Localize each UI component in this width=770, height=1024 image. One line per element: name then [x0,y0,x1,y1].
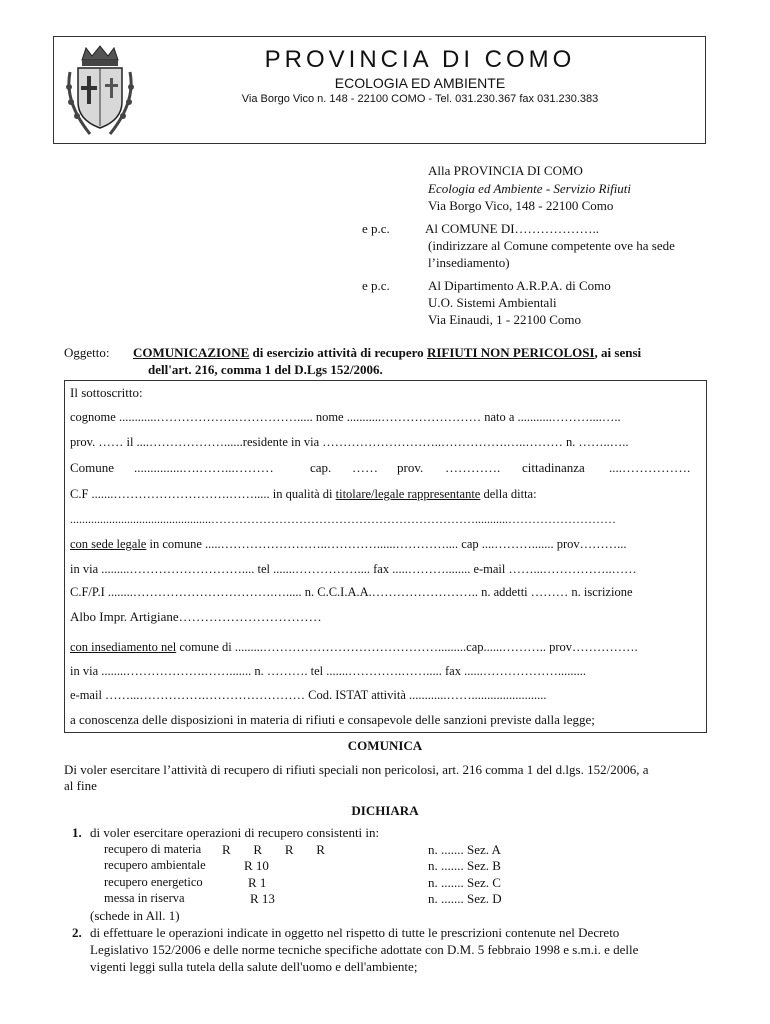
form-cittadinanza-field[interactable]: ....……………. [609,460,691,475]
declarant-form-box [64,380,707,733]
form-row-ditta-name[interactable]: ...............................................…………………………………………………………...........……………………… [70,512,616,526]
form-titolare: titolare/legale rappresentante [335,487,481,501]
dichiara-item2-line-1: di effettuare le operazioni indicate in oggetto nel rispetto di tutte le prescrizioni contenute nel Decreto [90,925,620,940]
form-row-consapevole: a conoscenza delle disposizioni in materia di rifiuti e consapevole delle sanzioni previste dalla legge; [70,712,595,727]
recipient-arpa-1: Al Dipartimento A.R.P.A. di Como [428,278,611,293]
dichiara-item1-number: 1. [72,825,82,840]
form-row-email-istat[interactable]: e-mail ……...…………….…………………… Cod. ISTAT attività ............……........................ [70,688,547,702]
form-row-cf[interactable] [70,487,537,502]
dichiara-item2-number: 2. [72,925,82,940]
form-row-cf-piva[interactable]: C.F/P.I ........…………………………….…..... n. C.C.I.A.A.…………………….. n. addetti ……… n. iscrizione [70,585,633,599]
form-insediamento-text: comune di .........…………………………………….........cap......……….. prov……………. [176,640,638,654]
recipient-comune: Al COMUNE DI……………….. [425,221,600,236]
dichiara-item1-text: di voler esercitare operazioni di recupero consistenti in: [90,825,380,840]
recovery-row-code: R 13 [250,891,275,906]
header-address: Via Borgo Vico n. 148 - 22100 COMO - Tel. 031.230.367 fax 031.230.383 [241,93,599,105]
recipient-comune-note-1: (indirizzare al Comune competente ove ha sede [428,238,675,253]
form-comune-field[interactable]: ...............….……...……… [134,460,274,475]
subject-comunicazione: COMUNICAZIONE [133,345,250,360]
subject-text-1: di esercizio attività di recupero [249,345,427,360]
recipient-comune-note-2: l’insediamento) [428,255,510,270]
form-row-ins-contatti[interactable]: in via ........……………….……....... n. ………. tel .......………….……..... fax ......………………......... [70,664,586,678]
recovery-row-label: recupero di materia [104,842,202,856]
form-sede-label: con sede legale [70,537,147,551]
recovery-row-label: recupero energetico [104,875,203,889]
form-ditta: della ditta: [480,487,537,501]
subject-line-1 [133,345,641,361]
recipient-line-2: Ecologia ed Ambiente - Servizio Rifiuti [428,181,632,196]
recovery-row-code: R 10 [244,858,269,873]
recovery-row-section[interactable]: n. ....... Sez. A [428,842,501,857]
form-prov-label: prov. [397,460,424,475]
comunica-text-2: al fine [64,778,97,793]
comunica-heading: COMUNICA [347,738,423,753]
recovery-row-code: R R R R [222,842,325,857]
dichiara-item2-line-3: vigenti leggi sulla tutela della salute dell'uomo e dell'ambiente; [90,959,418,974]
subject-label: Oggetto: [64,345,110,360]
recovery-row-section[interactable]: n. ....... Sez. D [428,891,502,906]
form-row-albo[interactable]: Albo Impr. Artigiane…………………………… [70,609,322,624]
recipient-line-1: Alla PROVINCIA DI COMO [428,163,583,178]
form-sede-text: in comune .....……………………..…………......………….... cap ....………....... prov………... [146,537,627,551]
subject-text-2: , ai sensi [594,345,642,360]
comunica-text-1: Di voler esercitare l’attività di recupero di rifiuti speciali non pericolosi, art. 216 comma 1 del d.lgs. 152/2006, a [64,762,649,777]
department-subtitle: ECOLOGIA ED AMBIENTE [334,75,506,91]
recovery-row-label: messa in riserva [104,891,185,905]
recovery-row-code: R 1 [248,875,267,890]
form-row-residenza[interactable]: prov. …… il ....………………......residente in via ………………………..…………….…..……… n. ……..….. [70,435,629,449]
form-cap-field[interactable]: …… [352,460,378,475]
form-cap-label: cap. [310,460,332,475]
form-sottoscritto: Il sottoscritto: [70,385,143,400]
province-title: PROVINCIA DI COMO [264,46,576,73]
dichiara-schede-note: (schede in All. 1) [90,908,180,923]
subject-rifiuti: RIFIUTI NON PERICOLOSI [426,345,595,360]
dichiara-heading: DICHIARA [351,803,419,818]
form-row-insediamento[interactable] [70,640,638,655]
form-row-cognome[interactable]: cognome ............……………….……………..... nome ...........…………………… nato a ...........………....….. [70,410,621,424]
subject-line-2: dell'art. 216, comma 1 del D.Lgs 152/2006. [148,362,383,377]
recipient-line-3: Via Borgo Vico, 148 - 22100 Como [428,198,614,213]
recovery-row-section[interactable]: n. ....... Sez. C [428,875,501,890]
epc-label-1: e p.c. [362,221,390,236]
form-insediamento-label: con insediamento nel [70,640,177,654]
dichiara-item2-line-2: Legislativo 152/2006 e delle norme tecniche specifiche adottate con D.M. 5 febbraio 1998 e s.m.i. e delle [90,942,639,957]
form-comune-label: Comune [70,460,115,475]
coat-of-arms-logo [60,42,140,142]
form-cittadinanza-label: cittadinanza [522,460,585,475]
form-prov-field[interactable]: …………. [445,460,501,475]
recovery-row-section[interactable]: n. ....... Sez. B [428,858,501,873]
recipient-arpa-2: U.O. Sistemi Ambientali [428,295,557,310]
recovery-row-label: recupero ambientale [104,858,206,872]
recipient-arpa-3: Via Einaudi, 1 - 22100 Como [428,312,582,327]
form-row-sede[interactable] [70,537,627,552]
epc-label-2: e p.c. [362,278,390,293]
form-row-sede-contatti[interactable]: in via .........……………………….... tel .......…………….... fax .....………........ e-mail ……...……………..…… [70,562,637,576]
form-cf-text: C.F .......……………………….……..... in qualità di [70,487,336,501]
